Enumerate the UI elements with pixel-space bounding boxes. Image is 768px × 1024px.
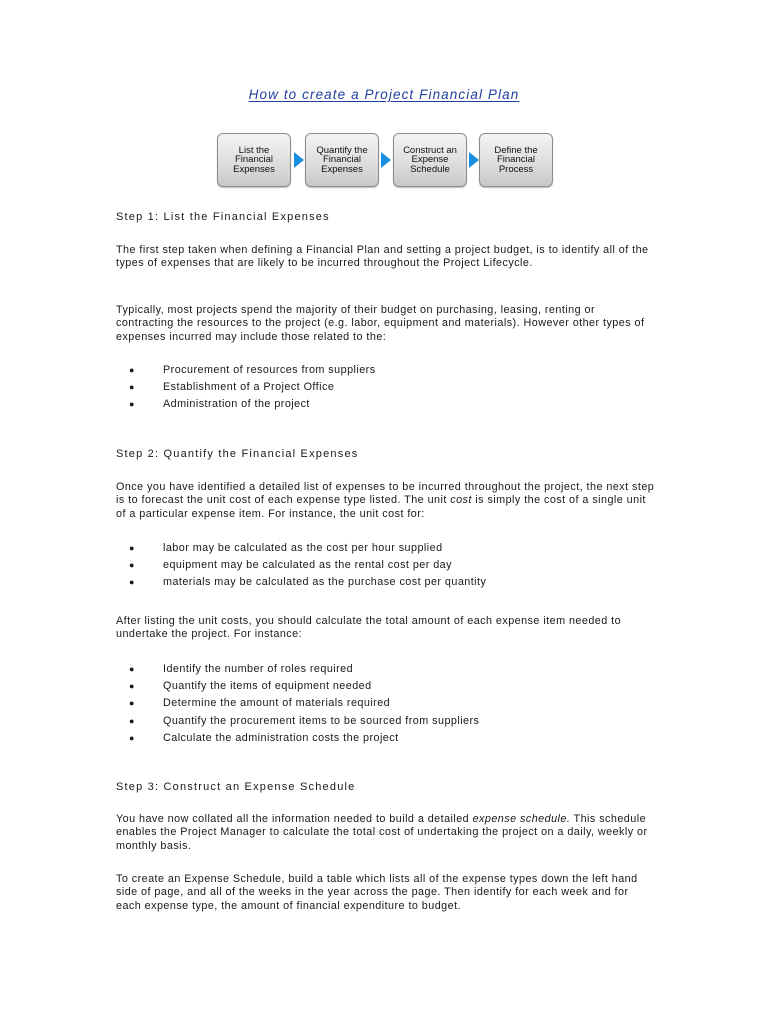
step2-paragraph-1: Once you have identified a detailed list of expenses to be incurred throughout the project, the next step is to forecast the unit cost of each expense type listed. The unit cost is simply the cost of a single unit of a particular expense item. For instance, the unit cost for: [116,481,655,520]
step3-heading: Step 3: Construct an Expense Schedule [116,781,356,793]
process-step-line: Financial [322,154,361,166]
bullet-icon: ● [129,732,135,743]
list-item: ● labor may be calculated as the cost per hour supplied [116,540,656,557]
list-item: ● equipment may be calculated as the rental cost per day [116,557,656,574]
bullet-icon: ● [129,399,135,410]
step3-paragraph-2: To create an Expense Schedule, build a table which lists all of the expense types down the left hand side of page, and all of the weeks in the year across the page. Then identify for each week and for each expense type, the amount of financial expenditure to budget. [116,873,638,912]
emphasis-text: expense schedule. [472,813,571,825]
step1-bullet-list [116,362,656,414]
process-step-line: Financial [496,154,536,166]
bullet-icon: ● [129,382,135,393]
process-step-construct-schedule [393,133,467,187]
bullet-icon: ● [129,543,135,553]
list-item: ● Identify the number of roles required [116,661,656,678]
list-item: ● Calculate the administration costs the project [116,730,656,747]
bullet-icon: ● [129,664,135,674]
bullet-icon: ● [129,365,135,375]
bullet-icon: ● [129,560,135,571]
step1-heading: Step 1: List the Financial Expenses [116,211,330,223]
process-step-line: Quantify the [316,144,368,156]
process-step-line: Define the [494,144,538,156]
process-arrow-icon [294,152,304,168]
step2-heading: Step 2: Quantify the Financial Expenses [116,448,359,460]
process-step-line: Construct an [403,144,457,156]
process-step-line: Process [498,163,534,175]
list-item: ● materials may be calculated as the purchase cost per quantity [116,574,656,591]
list-item: ● Quantify the procurement items to be sourced from suppliers [116,713,656,730]
step1-paragraph-2: Typically, most projects spend the majority of their budget on purchasing, leasing, renting or contracting the resources to the project (e.g. labor, equipment and materials). However other types of expenses incurred may include those related to the: [116,304,645,343]
process-step-line: Schedule [410,163,450,175]
process-arrow-icon [381,152,391,168]
emphasis-text: cost [450,494,472,507]
bullet-icon: ● [129,698,135,709]
step2-quantity-list [116,661,656,747]
list-item: ● Quantify the items of equipment needed [116,678,656,695]
process-diagram [217,133,555,189]
list-item: ● Procurement of resources from suppliers [116,362,656,379]
process-step-line: Financial [234,154,273,166]
bullet-icon: ● [129,681,135,692]
page-title: How to create a Project Financial Plan [248,87,520,102]
process-step-define-process [479,133,553,187]
bullet-icon: ● [129,577,135,588]
process-step-line: Expense [411,154,449,166]
list-item: ● Administration of the project [116,396,656,413]
process-step-quantify-expenses [305,133,379,187]
list-item: ● Establishment of a Project Office [116,379,656,396]
process-arrow-icon [469,152,479,168]
bullet-icon: ● [129,715,135,726]
step2-unit-cost-list [116,540,656,592]
step1-paragraph-1: The first step taken when defining a Financial Plan and setting a project budget, is to identify all of the types of expenses that are likely to be incurred throughout the Project Lifecycle. [116,244,649,270]
process-step-line: Expenses [233,163,275,175]
list-item: ● Determine the amount of materials required [116,695,656,712]
step2-paragraph-2: After listing the unit costs, you should calculate the total amount of each expense item needed to undertake the project. For instance: [116,615,622,641]
process-step-list-expenses [217,133,291,187]
step3-paragraph-1: You have now collated all the information needed to build a detailed expense schedule. This schedule enables the Project Manager to calculate the total cost of undertaking the project on a daily, weekly or monthly basis. [116,813,648,852]
process-step-line: Expenses [321,163,363,175]
process-step-line: List the [238,144,270,156]
